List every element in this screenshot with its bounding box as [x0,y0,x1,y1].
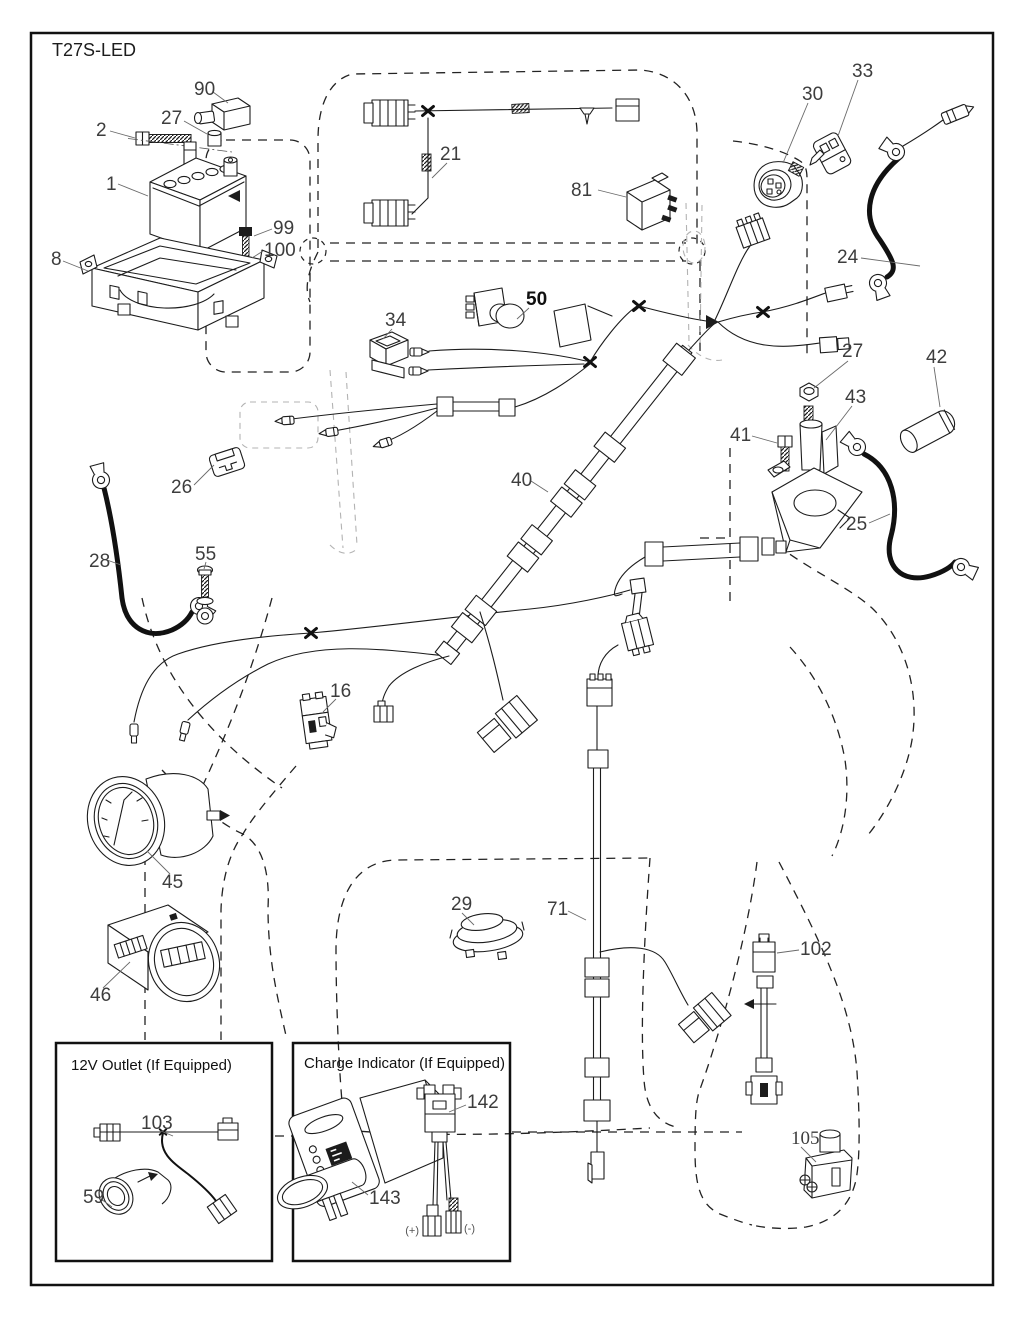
svg-text:27: 27 [161,108,183,129]
callout-103 [141,1113,173,1136]
svg-text:45: 45 [162,872,184,893]
svg-text:29: 29 [451,894,473,915]
svg-text:100: 100 [264,240,296,261]
part-29-seat-switch-cap [450,911,524,959]
callout-26 [171,465,214,498]
callout-102 [777,939,832,960]
callout-100 [252,240,296,261]
svg-text:28: 28 [89,551,111,572]
part-26-fuse [208,447,245,478]
svg-text:43: 43 [845,387,867,408]
part-21-headlight-harness [364,99,639,226]
part-42-terminal-boot [897,407,959,455]
callout-50 [517,289,547,319]
callout-25 [846,514,890,535]
svg-text:71: 71 [547,899,569,920]
part-71-seat-harness [584,645,731,1183]
svg-text:25: 25 [846,514,868,535]
part-25-ground-cable [839,430,979,581]
svg-text:16: 16 [330,681,352,702]
callout-42 [926,347,947,407]
callout-71 [547,899,586,920]
callout-40 [511,470,548,492]
part-50-ignition-module [466,288,524,328]
part-34-headlight-switch [370,332,408,378]
svg-text:103: 103 [141,1113,173,1134]
svg-text:30: 30 [802,84,824,105]
part-45-gauge [77,767,230,875]
callout-16 [323,681,351,712]
svg-text:55: 55 [195,544,217,565]
svg-text:27: 27 [842,341,864,362]
callout-81 [571,180,626,201]
svg-text:8: 8 [51,249,62,270]
part-143-charge-indicator [273,1080,443,1235]
svg-text:26: 26 [171,477,193,498]
part-81-relay [627,173,677,230]
part-46-hour-meter [108,905,230,1011]
svg-text:21: 21 [440,144,462,165]
page-title: T27S-LED [52,40,137,60]
svg-text:50: 50 [526,289,548,310]
part-27-hex-nut-solenoid [800,383,818,401]
svg-text:40: 40 [511,470,533,491]
inset-charge-indicator [273,1043,510,1261]
callout-99 [254,218,294,239]
svg-text:34: 34 [385,310,407,331]
svg-text:90: 90 [194,79,216,100]
inset-charge-title: Charge Indicator (If Equipped) [304,1055,505,1072]
svg-text:1: 1 [106,174,117,195]
part-30-ignition-switch [754,162,804,208]
callout-43 [826,387,866,440]
svg-text:142: 142 [467,1092,499,1113]
part-102-clutch-connector [744,934,782,1104]
part-99-bolt [239,227,252,256]
svg-text:41: 41 [730,425,752,446]
part-90-fuse-holder [195,98,251,130]
callout-33 [838,61,873,136]
svg-text:99: 99 [273,218,295,239]
inset-12v-outlet [56,1043,272,1261]
svg-text:59: 59 [83,1187,105,1208]
callout-41 [730,425,777,446]
inset-outlet-title: 12V Outlet (If Equipped) [71,1057,232,1074]
callout-21 [432,144,461,178]
svg-text:46: 46 [90,985,112,1006]
negative-terminal-label: (-) [464,1223,475,1235]
svg-text:143: 143 [369,1188,401,1209]
svg-text:42: 42 [926,347,948,368]
callout-1 [106,174,148,196]
svg-text:102: 102 [800,939,832,960]
svg-text:81: 81 [571,180,593,201]
svg-text:105: 105 [791,1128,820,1149]
callout-2 [96,120,135,141]
svg-text:33: 33 [852,61,874,82]
part-33-fuse-holder-clip [810,131,852,175]
tractor-body-outlines [142,70,914,1228]
part-1-battery [150,157,246,252]
callout-55 [195,544,216,569]
positive-terminal-label: (+) [405,1225,419,1237]
part-24-battery-cable [867,101,976,301]
callout-24 [837,247,920,268]
callout-90 [194,79,228,103]
part-59-12v-outlet [92,1169,171,1220]
svg-text:2: 2 [96,120,107,141]
svg-text:24: 24 [837,247,859,268]
part-55-ground-screw [197,566,213,624]
